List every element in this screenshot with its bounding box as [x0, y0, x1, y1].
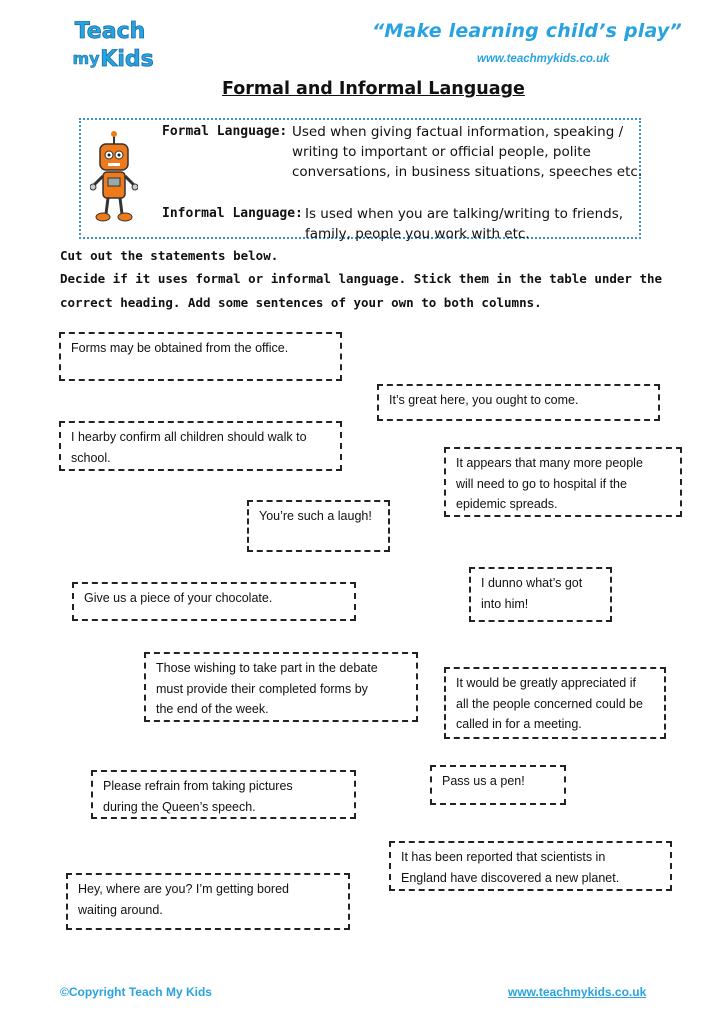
statement-text: You’re such a laugh!	[259, 509, 372, 523]
statement-card[interactable]	[59, 421, 342, 471]
statement-text: into him!	[481, 596, 529, 611]
informal-language-definition	[305, 204, 623, 244]
statement-card[interactable]	[444, 447, 682, 517]
formal-language-definition-line2: writing to important or official people, polite	[292, 144, 591, 160]
statement-text: Give us a piece of your chocolate.	[84, 591, 273, 605]
instruction-line: Cut out the statements below.	[60, 248, 279, 263]
informal-language-definition-line2: family, people you work with etc.	[305, 226, 530, 242]
statement-text: Forms may be obtained from the office.	[71, 341, 289, 355]
statement-text: called in for a meeting.	[456, 717, 582, 731]
statement-card[interactable]	[377, 384, 660, 421]
formal-language-definition-line3: conversations, in business situations, speeches etc.	[292, 164, 643, 180]
informal-language-term: Informal Language:	[162, 206, 303, 221]
statement-card[interactable]	[430, 765, 566, 805]
website-link-footer[interactable]: www.teachmykids.co.uk	[508, 985, 647, 999]
formal-language-definition-line1: Used when giving factual information, speaking /	[292, 124, 624, 140]
statement-card[interactable]	[389, 841, 672, 891]
statement-card[interactable]	[444, 667, 666, 739]
tagline: “Make learning child’s play”	[372, 20, 682, 42]
logo-text-my: my	[72, 49, 100, 68]
statement-card[interactable]	[66, 873, 350, 930]
statement-text: will need to go to hospital if the	[456, 476, 627, 491]
statement-text: Those wishing to take part in the debate	[156, 661, 378, 675]
statement-card[interactable]	[91, 770, 356, 819]
statement-text: epidemic spreads.	[456, 497, 558, 511]
statement-card[interactable]	[72, 582, 356, 621]
informal-language-definition-line1: Is used when you are talking/writing to friends,	[305, 206, 624, 222]
statement-text: school.	[71, 450, 111, 465]
page-title: Formal and Informal Language	[222, 79, 525, 99]
statement-text: the end of the week.	[156, 702, 269, 716]
copyright-text: ©Copyright Teach My Kids	[60, 985, 212, 999]
instruction-line: correct heading. Add some sentences of your own to both columns.	[60, 295, 542, 310]
statement-card[interactable]	[247, 500, 390, 552]
statement-card[interactable]	[144, 652, 418, 722]
teach-my-kids-logo	[60, 16, 160, 76]
statement-text: waiting around.	[78, 902, 163, 917]
statement-text: It has been reported that scientists in	[401, 850, 606, 864]
statement-text: during the Queen’s speech.	[103, 799, 256, 814]
formal-language-definition-cont	[292, 142, 642, 182]
robot-icon	[90, 130, 138, 222]
formal-language-term: Formal Language:	[162, 124, 288, 139]
statement-text: It appears that many more people	[456, 456, 643, 470]
statement-text: Hey, where are you? I’m getting bored	[78, 882, 289, 896]
statement-card[interactable]	[469, 567, 612, 622]
website-link-header[interactable]: www.teachmykids.co.uk	[477, 53, 610, 65]
statement-text: must provide their completed forms by	[156, 681, 368, 696]
logo-text-kids: Kids	[100, 47, 154, 72]
instruction-line: Decide if it uses formal or informal language. Stick them in the table under the	[60, 271, 663, 286]
statement-text: I hearby confirm all children should walk to	[71, 430, 307, 444]
statement-text: Pass us a pen!	[442, 774, 525, 788]
statement-text: It’s great here, you ought to come.	[389, 393, 579, 407]
statement-text: It would be greatly appreciated if	[456, 676, 636, 690]
statement-text: I dunno what’s got	[481, 576, 583, 590]
statement-text: all the people concerned could be	[456, 696, 643, 711]
logo-text-teach: Teach	[74, 19, 146, 44]
statement-text: England have discovered a new planet.	[401, 870, 620, 885]
statement-text: Please refrain from taking pictures	[103, 779, 293, 793]
statement-card[interactable]	[59, 332, 342, 381]
